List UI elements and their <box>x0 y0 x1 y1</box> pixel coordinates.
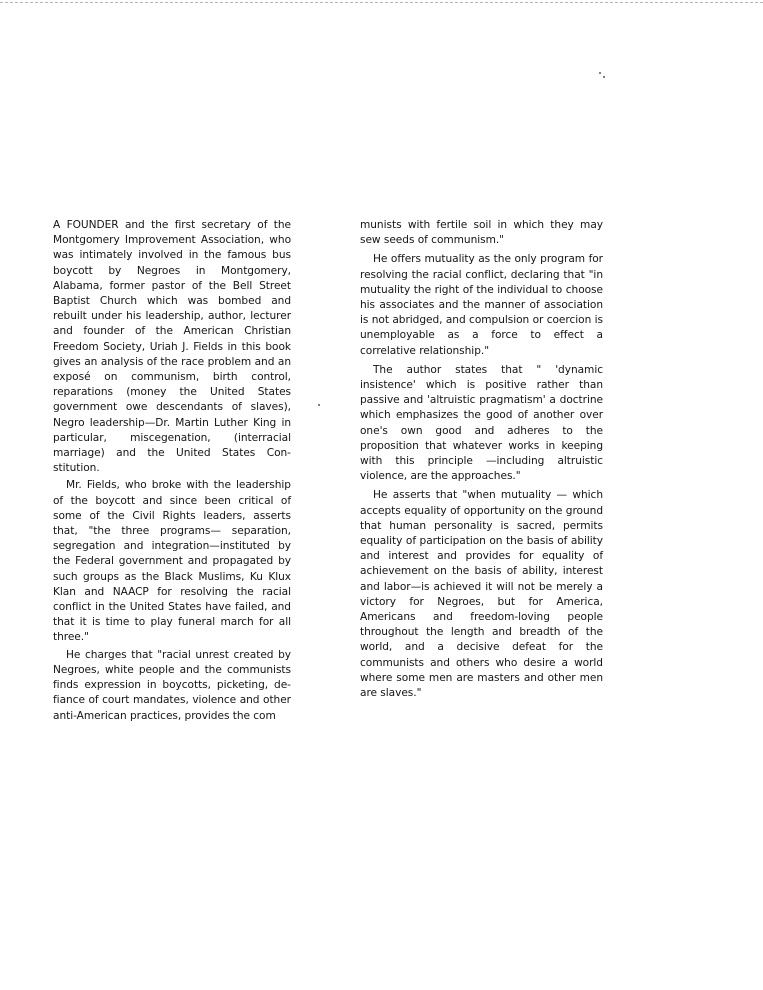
scan-speck <box>599 72 601 74</box>
left-text-column <box>53 218 291 724</box>
paragraph: He charges that "racial unrest created by Negroes, white people and the communists finds expression in boycotts, picketing, defiance of court mandates, violence and other anti-American practices, provides the com <box>53 648 291 722</box>
scan-speck <box>318 404 320 406</box>
paragraph: The author states that " 'dynamic insistence' which is positive rather than passive and 'altruistic pragmatism' a doctrine which emphasizes the good of another over one's own good and adheres to the proposition that whatever works in keeping with this principle —including altruistic violence, are the approaches." <box>360 363 603 483</box>
paragraph: He asserts that "when mutuality — which accepts equality of opportunity on the ground that human personality is sacred, permits equality of participation on the basis of ability and interest and provides for equality of achievement on the basis of ability, interest and labor—is achieved it will not be merely a victory for Negroes, but for America, Americans and freedom-loving people throughout the length and breadth of the world, and a decisive defeat for the communists and others who desire a world where some men are masters and other men are slaves." <box>360 489 603 700</box>
paragraph: He offers mutuality as the only program for resolving the racial conflict, declaring that "in mutuality the right of the individual to choose his associates and the manner of association is not abridged, and compulsion or coercion is unemployable as a force to effect a correlative relationship." <box>360 253 603 357</box>
paragraph: Mr. Fields, who broke with the leadership of the boycott and since been critical of some of the Civil Rights leaders, asserts that, "the three programs— separation, segregation and integration—instituted by the Federal government and propagated by such groups as the Black Muslims, Ku Klux Klan and NAACP for resolving the racial conflict in the United States have failed, and that it is time to play funeral march for all three." <box>53 479 291 644</box>
paragraph: munists with fertile soil in which they may sew seeds of communism." <box>360 219 603 247</box>
scan-speck <box>603 76 605 78</box>
right-text-column <box>360 218 603 701</box>
paragraph: A FOUNDER and the first secretary of the Montgomery Improvement Association, who was intimately involved in the famous bus boycott by Negroes in Montgomery, Alabama, former pastor of the Bell Street Baptist Church which was bombed and rebuilt under his leadership, author, lecturer and founder of the American Christian Freedom Society, Uriah J. Fields in this book gives an analysis of the race problem and an exposé on communism, birth control, reparations (money the United States government owe descendants of slaves), Negro leadership—Dr. Martin Luther King in particular, miscegenation, (interracial marriage) and the United States Constitution. <box>53 219 291 475</box>
page-top-border <box>0 2 763 3</box>
